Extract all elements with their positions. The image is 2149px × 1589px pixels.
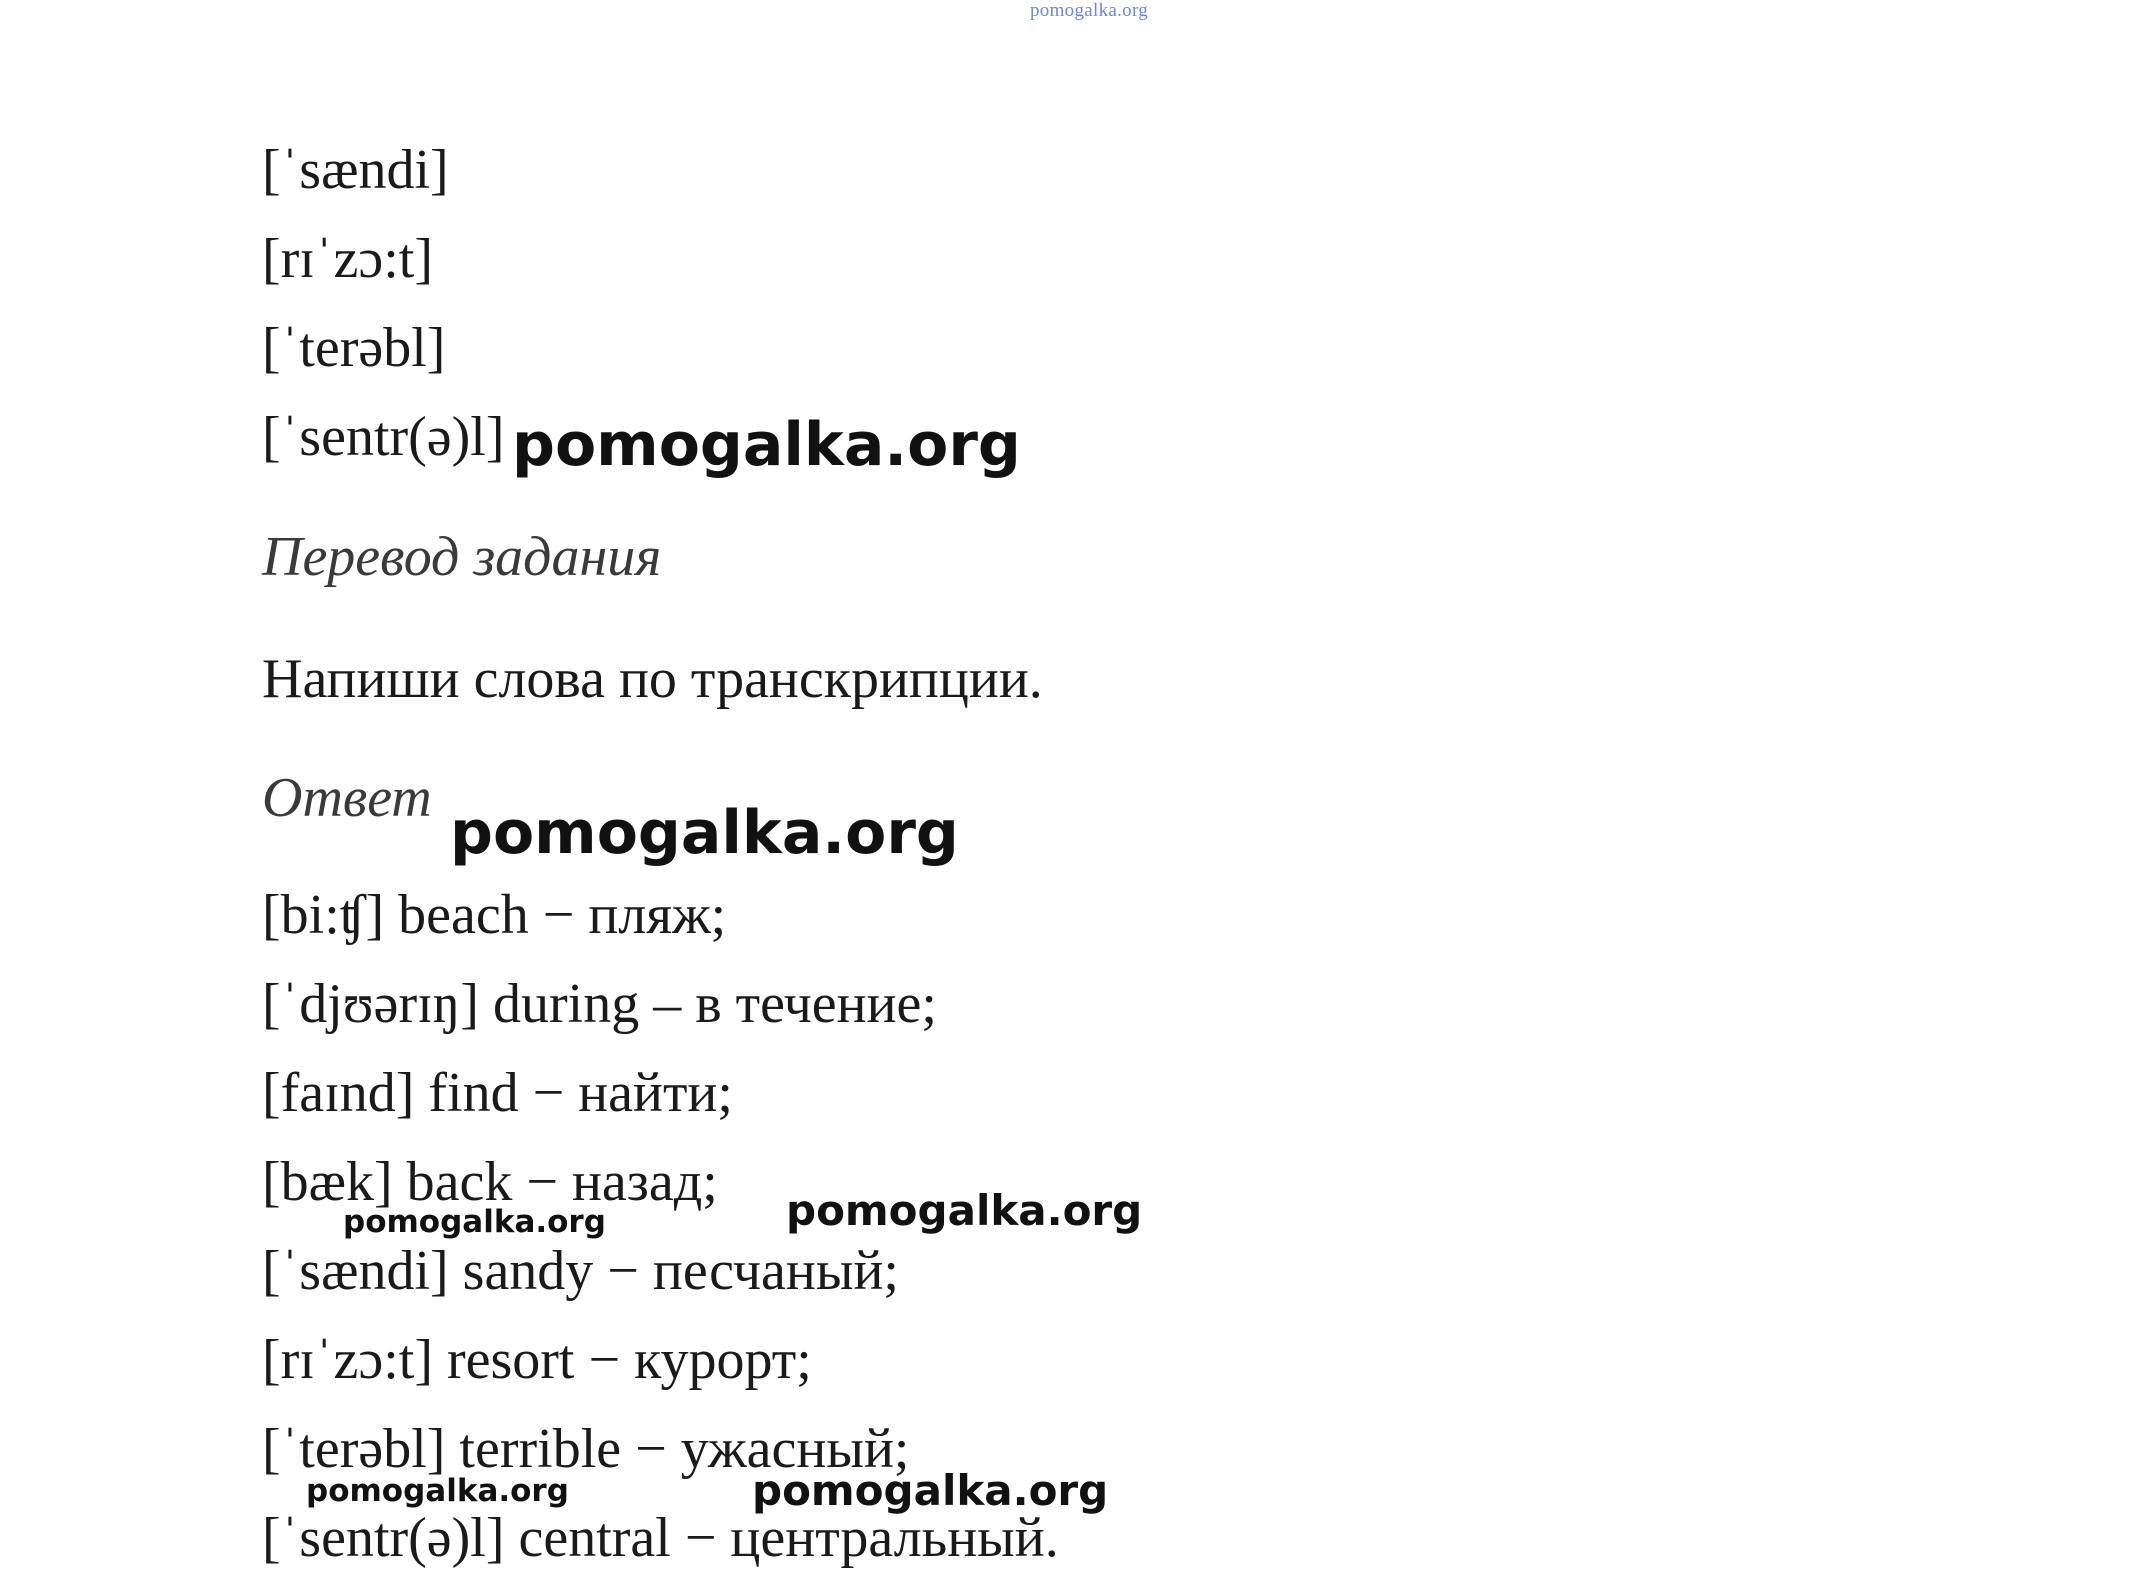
transcription-line: [ˈsændi]	[262, 139, 449, 201]
answer-line: [faɪnd] find − найти;	[262, 1062, 733, 1124]
watermark: pomogalka.org	[786, 1186, 1143, 1235]
transcription-line: [ˈsentr(ə)l]	[262, 406, 505, 468]
answer-heading: Ответ	[262, 767, 432, 829]
top-watermark: pomogalka.org	[1030, 0, 1149, 21]
watermark: pomogalka.org	[512, 410, 1021, 480]
instruction-text: Напиши слова по транскрипции.	[262, 648, 1043, 710]
answer-line: [bi:ʧ] beach − пляж;	[262, 884, 727, 946]
transcription-line: [rɪˈzɔ:t]	[262, 228, 433, 290]
watermark: pomogalka.org	[343, 1204, 606, 1240]
answer-line: [bæk] back − назад;	[262, 1151, 718, 1213]
answer-line: [ˈterəbl] terrible − ужасный;	[262, 1418, 910, 1480]
watermark: pomogalka.org	[306, 1473, 569, 1509]
watermark: pomogalka.org	[450, 798, 959, 868]
translation-heading: Перевод задания	[262, 526, 662, 588]
answer-line: [ˈdjʊərɪŋ] during – в течение;	[262, 973, 937, 1035]
answer-line: [rɪˈzɔ:t] resort − курорт;	[262, 1329, 812, 1391]
transcription-line: [ˈterəbl]	[262, 317, 446, 379]
answer-line: [ˈsentr(ə)l] central − центральный.	[262, 1507, 1059, 1569]
watermark: pomogalka.org	[752, 1466, 1109, 1515]
answer-line: [ˈsændi] sandy − песчаный;	[262, 1240, 899, 1302]
